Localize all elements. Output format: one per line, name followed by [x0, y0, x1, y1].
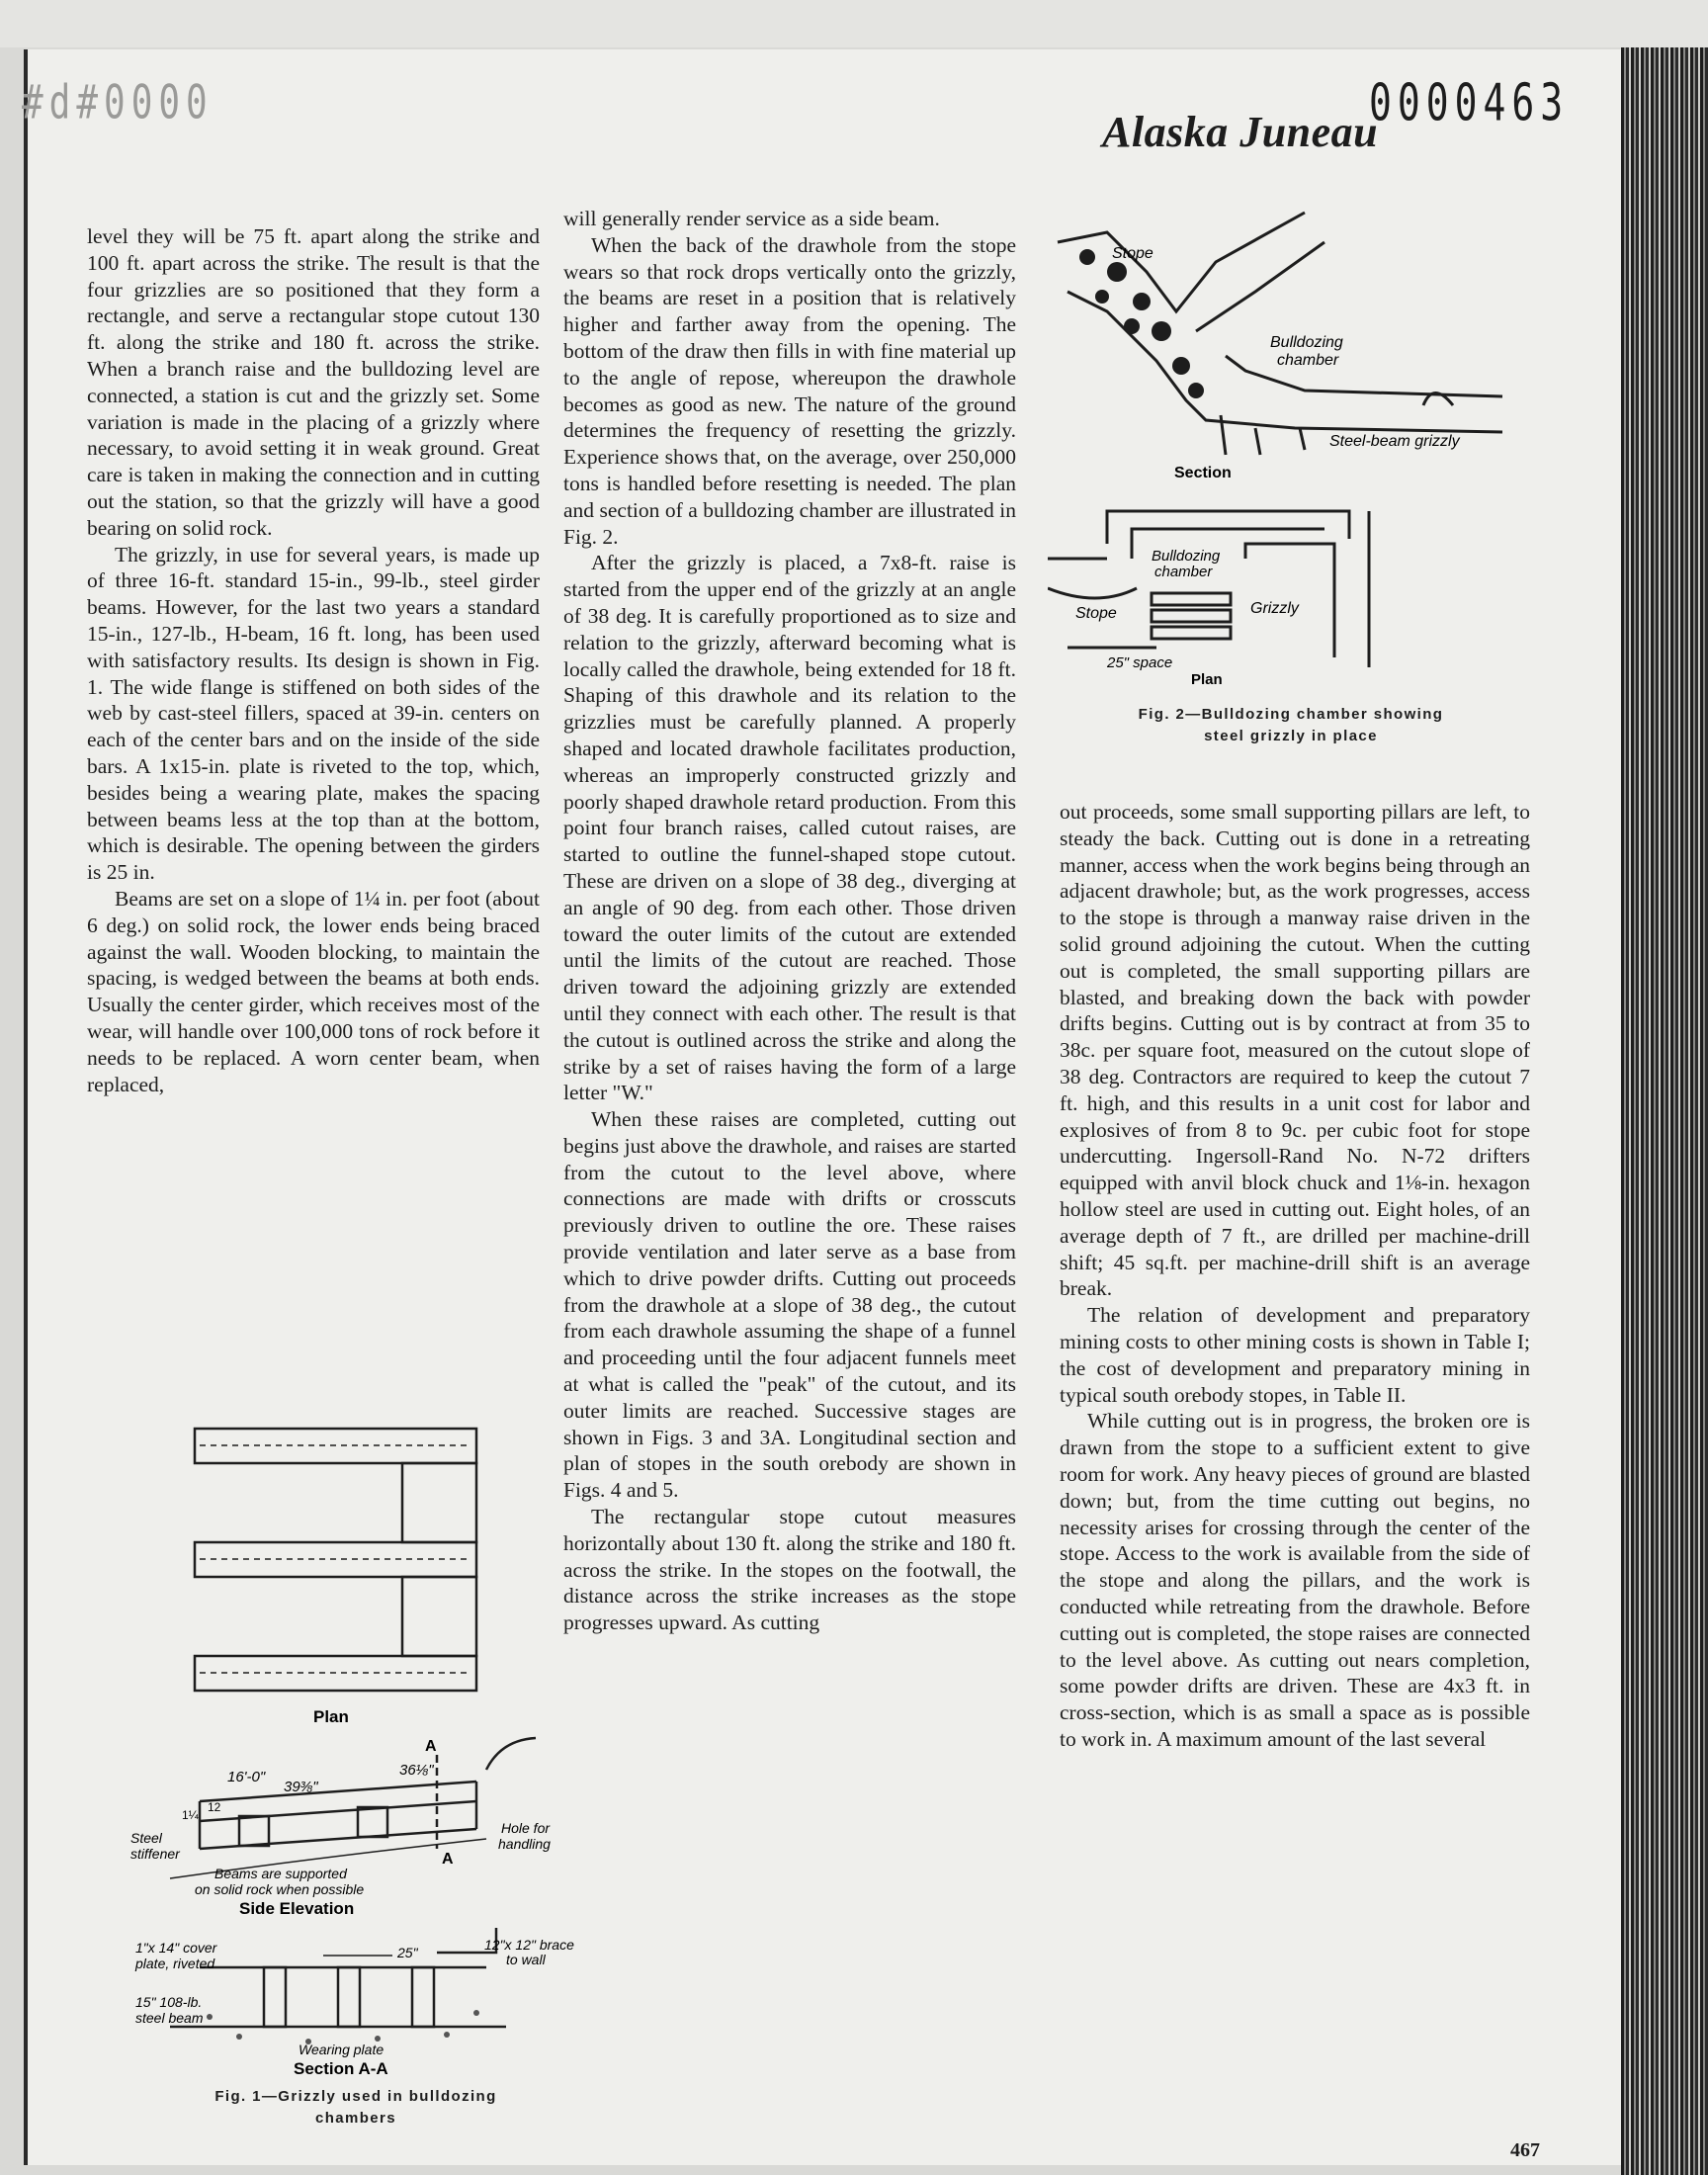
fig1-hole-label: Hole for [501, 1820, 551, 1836]
fig2-grizzly-label: Steel-beam grizzly [1329, 433, 1460, 450]
paragraph: The relation of development and preparatory mining costs to other mining costs is shown in Table I; the cost of development and preparatory mining in typical south orebody stopes, in Table II. [1060, 1303, 1530, 1407]
fig1-wearing-plate-label: Wearing plate [299, 2042, 384, 2057]
fig1-cover-plate-label-2: plate, riveted [135, 1956, 215, 1971]
fig2-plan-grizzly-label: Grizzly [1250, 600, 1299, 617]
fig1-steel-stiffener-label-2: stiffener [130, 1846, 180, 1862]
fig1-steel-stiffener-label: Steel [130, 1830, 162, 1846]
paragraph: While cutting out is in progress, the broken ore is drawn from the stope to a sufficient extent to give room for work. Any heavy pieces of ground are blasted down; but, from the time cutting out begins, no necessity arises for crossing through the center of the stope. Access to the work is available from the side of the stope and along the pillars, and the work is conducted while retreating from the drawhole. Before cutting out is completed, the stope raises are connected to the level above. As cutting out nears completion, some powder drifts are driven. These are 4x3 ft. in cross-section, which is as small a space as is possible to work in. A maximum amount of the last several [1060, 1409, 1530, 1751]
fig2-bulldozing-label: Bulldozing [1270, 334, 1343, 351]
paragraph: out proceeds, some small supporting pillars are left, to steady the back. Cutting out is done in a retreating manner, access when the work begins being through an adjacent drawhole; but, as the work progresses, access to the stope is through a manway raise driven in the solid ground adjoining the cutout. When the cutting out is completed, the small supporting pillars are blasted, and breaking down the back with powder drifts begins. Cutting out is by contract at from 35 to 38c. per square foot, measured on the cutout slope of 38 deg. Contractors are required to keep the cutout 7 ft. high, and this results in a unit cost for labor and explosives of from 8 to 9c. per cubic foot for stope undercutting. Ingersoll-Rand No. N-72 drifters equipped with anvil block chuck and 1⅛-in. hexagon hollow steel are used in cutting out. Eight holes, of an average depth of 7 ft., are drilled per machine-drill shift; 45 sq.ft. per machine-drill shift is an average break. [1060, 800, 1530, 1301]
figure-1-grizzly-drawing [111, 1414, 575, 2086]
scan-top-margin [0, 0, 1708, 47]
fig1-steel-beam-label-2: steel beam [135, 2010, 204, 2026]
scan-binding-edge [1621, 47, 1708, 2175]
fig1-side-elevation-label: Side Elevation [239, 1899, 355, 1918]
fig2-bulldozing-label-2: chamber [1277, 352, 1339, 369]
figure-2-bulldozing-chamber [1048, 203, 1532, 692]
page-header-title: Alaska Juneau [1102, 108, 1379, 156]
fig1-steel-beam-label: 15" 108-lb. [135, 1994, 203, 2010]
fig1-dim-36: 36⅛" [399, 1762, 434, 1779]
fig1-cover-plate-label: 1"x 14" cover [135, 1940, 217, 1956]
figure-1-caption-line-2: chambers [314, 2110, 397, 2127]
fig2-plan-label: Plan [1191, 671, 1223, 688]
fig1-brace-label-2: to wall [506, 1952, 546, 1967]
fig2-stope-label: Stope [1112, 245, 1153, 262]
fig2-section-label: Section [1174, 465, 1232, 481]
fig1-beams-supported-label-2: on solid rock when possible [195, 1881, 365, 1897]
fig2-plan-stope-label: Stope [1075, 605, 1117, 622]
fig1-beams-supported-label: Beams are supported [214, 1866, 347, 1881]
paragraph: When these raises are completed, cutting out begins just above the drawhole, and raises are started from the cutout to the level above, where connections are made with drifts or crosscuts previously driven to outline the ore. These raises provide ventilation and later serve as a base from which to drive powder drifts. Cutting out proceeds from the drawhole at a slope of 38 deg., the cutout from each drawhole assuming the shape of a funnel and proceeding until the four adjacent funnels meet at what is called the "peak" of the cutout, and its outer limits are reached. Successive stages are shown in Figs. 3 and 3A. Longitudinal section and plan of stopes in the south orebody are shown in Figs. 4 and 5. [563, 1107, 1016, 1503]
document-stamp-left: #d#0000 [22, 76, 214, 130]
figure-1-caption-line-1: Fig. 1—Grizzly used in bulldozing [214, 2088, 497, 2105]
text-column-2 [563, 206, 1016, 2143]
text-column-3 [1060, 799, 1530, 2151]
fig1-hole-label-2: handling [498, 1836, 551, 1852]
fig2-plan-bulldozing-label-2: chamber [1154, 564, 1213, 580]
figure-2-caption-line-2: steel grizzly in place [1204, 728, 1378, 744]
fig1-plan-label: Plan [313, 1707, 349, 1726]
fig1-dim-12: 12 [208, 1800, 221, 1814]
paragraph: The grizzly, in use for several years, is made up of three 16-ft. standard 15-in., 99-lb., steel girder beams. However, for the last two years a standard 15-in., 127-lb., H-beam, 16 ft. long, has been used with satisfactory results. Its design is shown in Fig. 1. The wide flange is stiffened on both sides of the web by cast-steel fillers, spaced at 39-in. centers on each of the center bars and on the inside of the side bars. A 1x15-in. plate is riveted to the top, which, besides being a wearing plate, makes the spacing between beams less at the top than at the bottom, which is desirable. The opening between the girders is 25 in. [87, 542, 540, 885]
fig1-dim-39: 39⅜" [284, 1779, 318, 1795]
paragraph: When the back of the drawhole from the stope wears so that rock drops vertically onto the grizzly, the beams are reset in a position that is relatively higher and farther away from the opening. The bottom of the draw then fills in with fine material up to the angle of repose, whereupon the drawhole becomes as good as new. The nature of the ground determines the frequency of resetting the grizzly. Experience shows that, on the average, over 250,000 tons is handled before resetting is needed. The plan and section of a bulldozing chamber are illustrated in Fig. 2. [563, 232, 1016, 549]
fig2-space-label: 25" space [1107, 654, 1173, 671]
fig1-section-marker-a-bottom: A [442, 1851, 454, 1868]
paragraph: level they will be 75 ft. apart along the strike and 100 ft. apart across the strike. The result is that the four grizzlies are so positioned that they form a rectangle, and serve a rectangular stope cutout 130 ft. along the strike and 180 ft. across the strike. When a branch raise and the bulldozing level are connected, a station is cut and the grizzly set. Some variation is made in the placing of a grizzly where necessary, to avoid setting it in weak ground. Great care is taken in making the connection and in cutting out the station, so that the grizzly will have a good bearing on solid rock. [87, 224, 540, 540]
document-stamp-number: 0000463 [1369, 73, 1570, 132]
figure-2-caption [1073, 704, 1508, 747]
figure-1-caption [148, 2086, 563, 2130]
paragraph: will generally render service as a side beam. [563, 207, 940, 230]
fig1-dim-1-4: 1¼ [182, 1808, 199, 1822]
paragraph: After the grizzly is placed, a 7x8-ft. raise is started from the upper end of the grizzly at an angle of 38 deg. It is carefully proportioned as to size and relation to the grizzly, afterward becoming what is locally called the drawhole, being extended for 18 ft. Shaping of this drawhole and its relation to the grizzlies must be carefully planned. A properly shaped and located drawhole facilitates production, whereas an improperly constructed grizzly and poorly shaped drawhole retard production. From this point four branch raises, called cutout raises, are started to outline the funnel-shaped stope cutout. These are driven on a slope of 38 deg., diverging at an angle of 90 deg. from each other. Those driven toward the outer limits of the cutout are extended until the limits of the cutout are reached. Those driven toward the adjoining grizzly are extended until they connect with each other. The result is that the cutout is outlined across the strike and along the strike by a set of raises having the form of a large letter "W." [563, 551, 1016, 1105]
fig1-section-marker-a: A [425, 1738, 437, 1755]
figure-2-caption-line-1: Fig. 2—Bulldozing chamber showing [1138, 706, 1444, 723]
fig1-section-aa-label: Section A-A [294, 2059, 388, 2078]
fig1-dim-25: 25" [397, 1945, 418, 1960]
text-column-1 [87, 223, 540, 1370]
paragraph: The rectangular stope cutout measures horizontally about 130 ft. along the strike and 180 ft. across the strike. In the stopes on the footwall, the distance across the strike increases as the stope progresses upward. As cutting [563, 1505, 1016, 1635]
paragraph: Beams are set on a slope of 1¼ in. per foot (about 6 deg.) on solid rock, the lower ends being braced against the wall. Wooden blocking, to maintain the spacing, is wedged between the beams at both ends. Usually the center girder, which receives most of the wear, will handle over 100,000 tons of rock before it needs to be replaced. A worn center beam, when replaced, [87, 886, 540, 1096]
page-number: 467 [1510, 2139, 1540, 2161]
fig1-brace-label: 12"x 12" brace [484, 1937, 574, 1953]
fig2-plan-bulldozing-label: Bulldozing [1152, 548, 1221, 565]
fig1-dim-16ft: 16'-0" [227, 1769, 266, 1785]
